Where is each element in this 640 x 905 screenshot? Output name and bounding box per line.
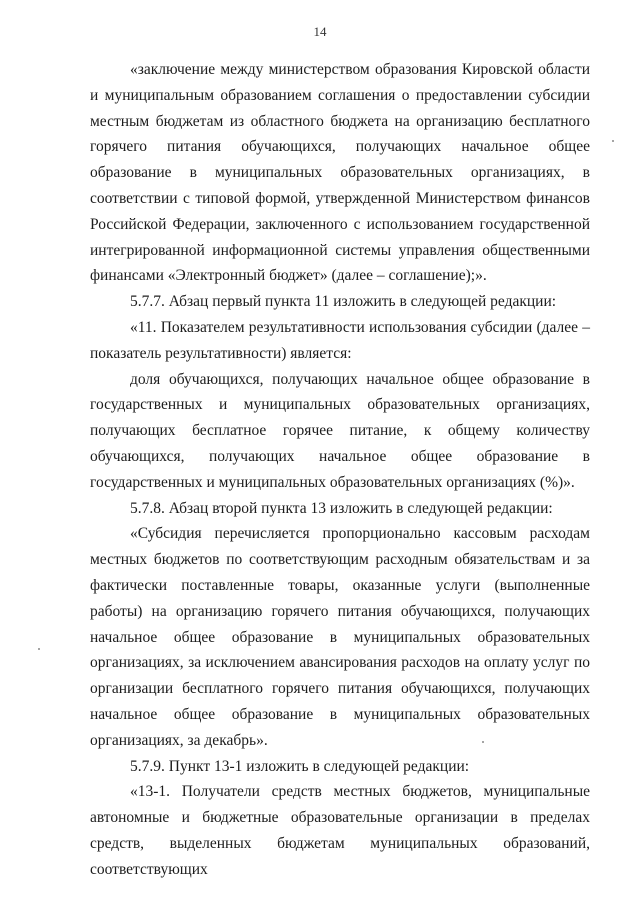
scan-speck bbox=[482, 741, 484, 743]
paragraph-clause-5-7-8: 5.7.8. Абзац второй пункта 13 изложить в следующей редакции: bbox=[130, 499, 553, 517]
document-body bbox=[90, 57, 590, 883]
scan-speck bbox=[38, 648, 40, 650]
paragraph-quote-item-11: «11. Показателем результативности использования субсидии (далее – показатель результативности) является: bbox=[90, 318, 590, 362]
page-number: 14 bbox=[313, 24, 327, 39]
paragraph-quote-agreement: «заключение между министерством образования Кировской области и муниципальным образованием соглашения о предоставлении субсидии местным бюджетам из областного бюджета на организацию бесплатного горячего питания обучающихся, получающих начальное общее образование в муниципальных образовательных организациях, в соответствии с типовой формой, утвержденной Министерством финансов Российской Федерации, заключенного с использованием государственной интегрированной информационной системы управления общественными финансами «Электронный бюджет» (далее – соглашение);». bbox=[90, 61, 590, 285]
paragraph-clause-5-7-7: 5.7.7. Абзац первый пункта 11 изложить в следующей редакции: bbox=[130, 293, 557, 311]
paragraph-quote-indicator: доля обучающихся, получающих начальное общее образование в государственных и муниципальных образовательных организациях, получающих бесплатное горячее питание, к общему количеству обучающихся, получающих начальное общее образование в государственных и муниципальных образовательных организациях (%)». bbox=[90, 370, 590, 491]
paragraph-quote-subsidy: «Субсидия перечисляется пропорционально кассовым расходам местных бюджетов по соответствующим расходным обязательствам и за фактически поставленные товары, оказанные услуги (выполненные работы) на организацию горячего питания обучающихся, получающих начальное общее образование в муниципальных образовательных организациях, за исключением авансирования расходов на оплату услуг по организации бесплатного горячего питания обучающихся, получающих начальное общее образование в муниципальных образовательных организациях, за декабрь». bbox=[90, 525, 590, 749]
paragraph-quote-item-13-1: «13-1. Получатели средств местных бюджетов, муниципальные автономные и бюджетные образовательные организации в пределах средств, выделенных бюджетам муниципальных образований, соответствующих bbox=[90, 783, 590, 878]
paragraph-clause-5-7-9: 5.7.9. Пункт 13-1 изложить в следующей редакции: bbox=[130, 757, 470, 775]
scan-speck bbox=[612, 140, 614, 142]
